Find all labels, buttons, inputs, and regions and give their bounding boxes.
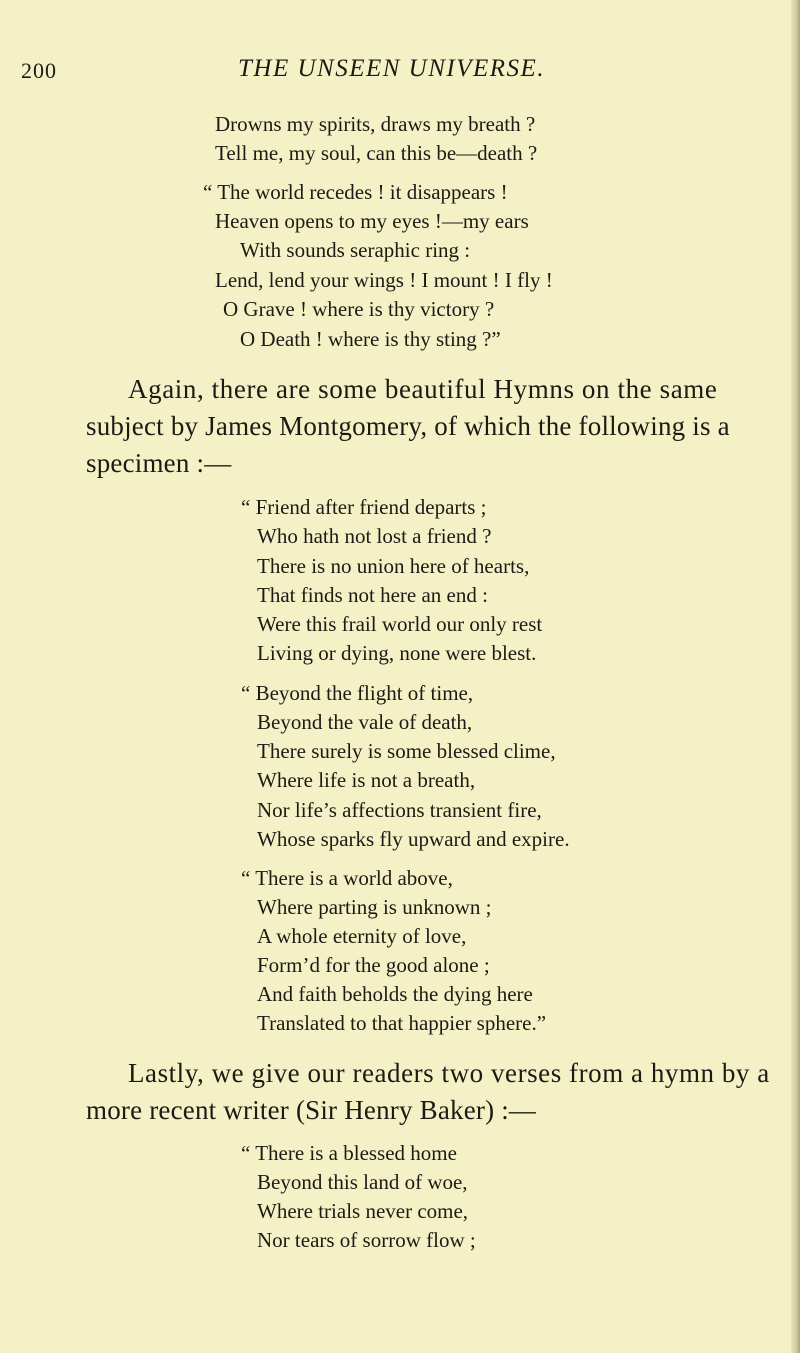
poem-line: Who hath not lost a friend ? (257, 524, 492, 548)
poem-line: Tell me, my soul, can this be—death ? (215, 141, 538, 165)
poem-line: Nor tears of sorrow flow ; (257, 1228, 476, 1252)
poem-line: Beyond this land of woe, (257, 1170, 468, 1194)
poem-line: O Death ! where is thy sting ?” (240, 327, 501, 351)
poem-line: Drowns my spirits, draws my breath ? (215, 112, 536, 136)
poem-line: Where life is not a breath, (257, 768, 476, 792)
prose-line: Lastly, we give our readers two verses from a hymn by a (128, 1058, 770, 1088)
poem-line: There surely is some blessed clime, (257, 739, 556, 763)
poem-line: Whose sparks fly upward and expire. (257, 827, 570, 851)
prose-line: more recent writer (Sir Henry Baker) :— (86, 1095, 537, 1125)
poem-line: Living or dying, none were blest. (257, 641, 537, 665)
poem-line: Where trials never come, (257, 1199, 469, 1223)
poem-line: And faith beholds the dying here (257, 982, 533, 1006)
page-header (0, 55, 800, 88)
poem-line: Form’d for the good alone ; (257, 953, 490, 977)
poem-line: “ Beyond the flight of time, (241, 681, 474, 705)
poem-line: Lend, lend your wings ! I mount ! I fly ! (215, 268, 553, 292)
poem-line: “ The world recedes ! it disappears ! (203, 180, 508, 204)
poem-line: “ There is a blessed home (241, 1141, 457, 1165)
page-number: 200 (21, 58, 57, 83)
poem-line: “ There is a world above, (241, 866, 453, 890)
poem-line: Nor life’s affections transient fire, (257, 798, 542, 822)
page-edge-shadow (791, 0, 800, 1353)
poem-line: “ Friend after friend departs ; (241, 495, 487, 519)
poem-line: A whole eternity of love, (257, 924, 467, 948)
poem-line: With sounds seraphic ring : (240, 238, 471, 262)
prose-line: subject by James Montgomery, of which the following is a (86, 411, 730, 441)
running-title: THE UNSEEN UNIVERSE. (238, 55, 546, 82)
poem-line: That finds not here an end : (257, 583, 488, 607)
poem-line: Were this frail world our only rest (257, 612, 543, 636)
prose-line: specimen :— (86, 448, 232, 478)
poem-line: Where parting is unknown ; (257, 895, 492, 919)
poem-line: O Grave ! where is thy victory ? (223, 297, 495, 321)
poem-line: Heaven opens to my eyes !—my ears (215, 209, 529, 233)
poem-line: Translated to that happier sphere.” (257, 1011, 547, 1035)
poem-line: There is no union here of hearts, (257, 554, 530, 578)
poem-line: Beyond the vale of death, (257, 710, 473, 734)
prose-line: Again, there are some beautiful Hymns on the same (128, 374, 718, 404)
